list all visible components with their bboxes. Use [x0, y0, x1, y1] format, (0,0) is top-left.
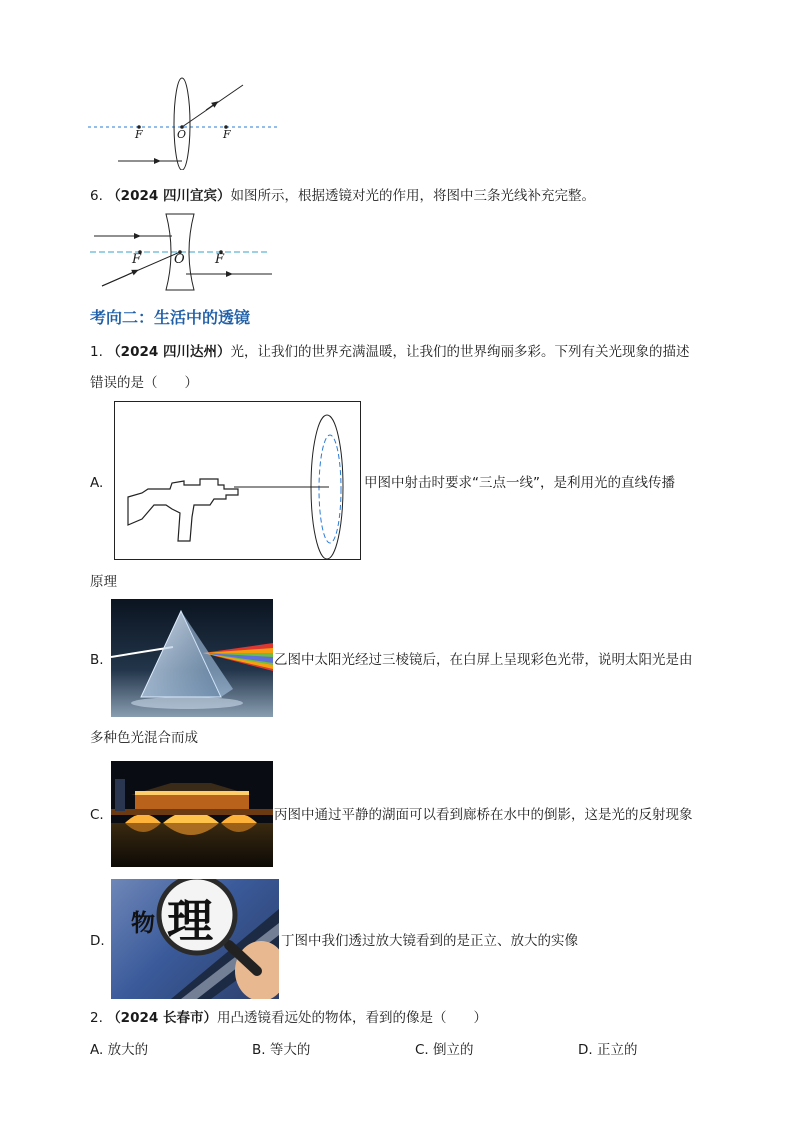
- question-1-line2: 错误的是（ ）: [90, 375, 198, 391]
- shooting-figure: [114, 401, 362, 561]
- option-c-text: 丙图中通过平静的湖面可以看到廊桥在水中的倒影，这是光的反射现象: [274, 807, 693, 823]
- center-label: O: [177, 128, 187, 141]
- convex-lens-figure: [88, 75, 288, 170]
- q2-option-d[interactable]: D. 正立的: [578, 1042, 638, 1058]
- q2-option-b[interactable]: B. 等大的: [252, 1042, 311, 1058]
- small-character: 物: [131, 908, 155, 937]
- bridge-image: [111, 761, 273, 867]
- question-6: 6. （2024 四川宜宾）如图所示，根据透镜对光的作用，将图中三条光线补充完整。: [90, 188, 595, 204]
- option-d-label: D.: [90, 933, 105, 949]
- option-c-label: C.: [90, 807, 104, 823]
- option-a-text: 甲图中射击时要求“三点一线”，是利用光的直线传播: [364, 475, 675, 491]
- section-heading: 考向二：生活中的透镜: [90, 308, 251, 327]
- prism-image: [111, 599, 273, 717]
- focus-label-right: F: [215, 252, 225, 267]
- focus-label-left: F: [135, 128, 143, 141]
- focus-label-left: F: [132, 252, 142, 267]
- option-b-label: B.: [90, 652, 104, 668]
- q2-option-a[interactable]: A. 放大的: [90, 1042, 149, 1058]
- question-1: 1. （2024 四川达州）光，让我们的世界充满温暖，让我们的世界绚丽多彩。下列有关光现象的描述: [90, 344, 690, 360]
- option-a-cont: 原理: [90, 574, 117, 590]
- option-b-text: 乙图中太阳光经过三棱镜后，在白屏上呈现彩色光带，说明太阳光是由: [274, 652, 693, 668]
- magnifier-image: [111, 879, 279, 999]
- question-2: 2. （2024 长春市）用凸透镜看远处的物体，看到的像是（ ）: [90, 1010, 487, 1026]
- big-character: 理: [167, 894, 213, 948]
- convex-lens: [174, 78, 190, 170]
- q2-option-c[interactable]: C. 倒立的: [415, 1042, 474, 1058]
- option-a-label: A.: [90, 475, 104, 491]
- concave-lens-figure: [90, 212, 280, 292]
- focus-label-right: F: [223, 128, 231, 141]
- center-label: O: [174, 252, 185, 267]
- option-d-text: 丁图中我们透过放大镜看到的是正立、放大的实像: [281, 933, 578, 949]
- option-b-cont: 多种色光混合而成: [90, 730, 198, 746]
